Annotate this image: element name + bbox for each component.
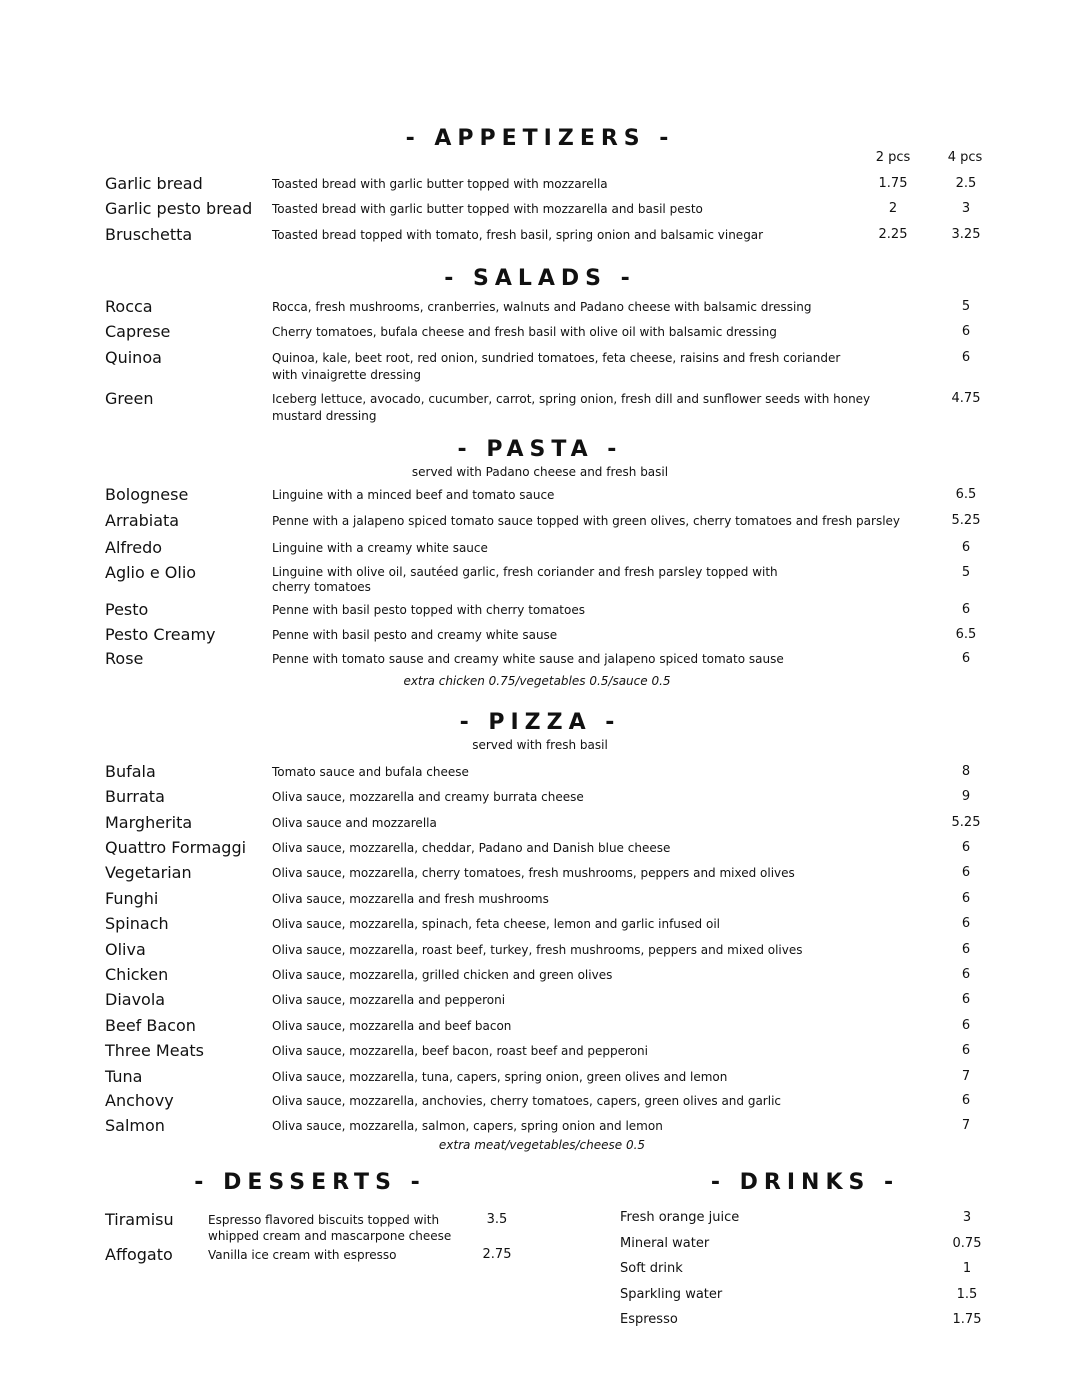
- item-price: 6: [961, 1043, 971, 1058]
- item-name: Bolognese: [105, 485, 189, 504]
- item-name: Alfredo: [105, 538, 163, 557]
- item-price: 1: [962, 1261, 972, 1276]
- item-name: Fresh orange juice: [620, 1210, 740, 1225]
- item-name: Soft drink: [620, 1261, 683, 1276]
- item-price: 6.5: [955, 487, 977, 502]
- item-price: 6: [961, 1018, 971, 1033]
- item-name: Tuna: [105, 1067, 143, 1086]
- item-price: 6: [961, 992, 971, 1007]
- appetizers-heading: - APPETIZERS -: [405, 126, 675, 151]
- item-description: Oliva sauce, mozzarella, spinach, feta cheese, lemon and garlic infused oil: [272, 917, 720, 931]
- item-name: Arrabiata: [105, 511, 180, 530]
- item-description: Penne with a jalapeno spiced tomato sauce topped with green olives, cherry tomatoes and fresh parsley: [272, 514, 901, 528]
- item-description: Toasted bread topped with tomato, fresh basil, spring onion and balsamic vinegar: [272, 228, 764, 242]
- item-price-2pcs: 2.25: [878, 227, 908, 242]
- item-name: Diavola: [105, 990, 166, 1009]
- item-price-2pcs: 2: [888, 201, 898, 216]
- item-name: Sparkling water: [620, 1287, 723, 1302]
- item-description: Oliva sauce, mozzarella and pepperoni: [272, 993, 506, 1007]
- item-description: Oliva sauce, mozzarella, cherry tomatoes, fresh mushrooms, peppers and mixed olives: [272, 866, 795, 880]
- col-2pcs-label: 2 pcs: [875, 150, 911, 165]
- item-price-4pcs: 3: [961, 201, 971, 216]
- item-description: Iceberg lettuce, avocado, cucumber, carrot, spring onion, fresh dill and sunflower seeds with honey mustard dressing: [272, 392, 871, 423]
- item-name: Anchovy: [105, 1091, 174, 1110]
- item-name: Spinach: [105, 914, 169, 933]
- pasta-heading: - PASTA -: [457, 437, 623, 462]
- item-name: Pesto: [105, 600, 149, 619]
- item-name: Affogato: [105, 1245, 173, 1264]
- item-price: 6: [961, 651, 971, 666]
- item-description: Toasted bread with garlic butter topped with mozzarella and basil pesto: [272, 202, 703, 216]
- item-description: Oliva sauce and mozzarella: [272, 816, 437, 830]
- item-price: 3: [962, 1210, 972, 1225]
- item-description: Oliva sauce, mozzarella, grilled chicken and green olives: [272, 968, 613, 982]
- item-description: Oliva sauce, mozzarella and creamy burrata cheese: [272, 790, 584, 804]
- item-price: 6: [961, 324, 971, 339]
- item-name: Rose: [105, 649, 144, 668]
- item-price-4pcs: 2.5: [955, 176, 977, 191]
- item-description: Oliva sauce, mozzarella and beef bacon: [272, 1019, 512, 1033]
- item-name: Oliva: [105, 940, 146, 959]
- item-price: 5.25: [951, 513, 981, 528]
- item-name: Burrata: [105, 787, 165, 806]
- item-price: 6: [961, 1093, 971, 1108]
- salads-heading: - SALADS -: [444, 266, 636, 291]
- item-price: 3.5: [486, 1212, 508, 1227]
- item-name: Three Meats: [105, 1041, 204, 1060]
- item-description: Oliva sauce, mozzarella, anchovies, cherry tomatoes, capers, green olives and garlic: [272, 1094, 782, 1108]
- pizza-heading: - PIZZA -: [459, 710, 621, 735]
- item-price: 6: [961, 350, 971, 365]
- item-description: Oliva sauce, mozzarella, tuna, capers, spring onion, green olives and lemon: [272, 1070, 728, 1084]
- item-price: 7: [961, 1069, 971, 1084]
- desserts-heading: - DESSERTS -: [194, 1170, 426, 1195]
- item-price: 6: [961, 967, 971, 982]
- item-name: Espresso: [620, 1312, 678, 1327]
- item-name: Salmon: [105, 1116, 165, 1135]
- item-price: 5.25: [951, 815, 981, 830]
- item-price: 5: [961, 299, 971, 314]
- item-description: Toasted bread with garlic butter topped with mozzarella: [272, 177, 608, 191]
- item-description: Linguine with a creamy white sauce: [272, 541, 488, 555]
- drinks-heading: - DRINKS -: [710, 1170, 900, 1195]
- item-description: Oliva sauce, mozzarella and fresh mushrooms: [272, 892, 549, 906]
- item-price: 6.5: [955, 627, 977, 642]
- item-description: Oliva sauce, mozzarella, cheddar, Padano and Danish blue cheese: [272, 841, 671, 855]
- item-name: Quinoa: [105, 348, 162, 367]
- item-description: Vanilla ice cream with espresso: [208, 1248, 397, 1262]
- item-description: Oliva sauce, mozzarella, beef bacon, roast beef and pepperoni: [272, 1044, 648, 1058]
- pasta-subtitle: served with Padano cheese and fresh basil: [411, 465, 669, 479]
- pizza-extras-note: extra meat/vegetables/cheese 0.5: [438, 1138, 646, 1152]
- item-name: Aglio e Olio: [105, 563, 197, 582]
- item-description: Linguine with olive oil, sautéed garlic, fresh coriander and fresh parsley topped with cherry tomatoes: [272, 565, 778, 594]
- item-name: Tiramisu: [105, 1210, 174, 1229]
- item-price: 8: [961, 764, 971, 779]
- item-name: Garlic pesto bread: [105, 199, 253, 218]
- item-name: Garlic bread: [105, 174, 203, 193]
- item-description: Cherry tomatoes, bufala cheese and fresh basil with olive oil with balsamic dressing: [272, 325, 777, 339]
- item-price: 0.75: [952, 1236, 982, 1251]
- item-price: 7: [961, 1118, 971, 1133]
- item-description: Penne with basil pesto topped with cherry tomatoes: [272, 603, 585, 617]
- item-description: Linguine with a minced beef and tomato sauce: [272, 488, 555, 502]
- item-price: 1.75: [952, 1312, 982, 1327]
- item-description: Quinoa, kale, beet root, red onion, sundried tomatoes, feta cheese, raisins and fresh coriander with vinaigrette dressing: [272, 351, 841, 382]
- item-description: Espresso flavored biscuits topped with whipped cream and mascarpone cheese: [208, 1213, 452, 1243]
- item-description: Oliva sauce, mozzarella, salmon, capers, spring onion and lemon: [272, 1119, 663, 1133]
- item-price: 6: [961, 942, 971, 957]
- item-name: Chicken: [105, 965, 169, 984]
- item-price: 6: [961, 891, 971, 906]
- pasta-extras-note: extra chicken 0.75/vegetables 0.5/sauce 0.5: [403, 674, 671, 688]
- item-price: 1.5: [956, 1287, 978, 1302]
- item-name: Beef Bacon: [105, 1016, 196, 1035]
- item-price: 6: [961, 840, 971, 855]
- item-price: 6: [961, 602, 971, 617]
- item-name: Quattro Formaggi: [105, 838, 247, 857]
- item-price: 4.75: [951, 391, 981, 406]
- item-price: 9: [961, 789, 971, 804]
- item-price-4pcs: 3.25: [951, 227, 981, 242]
- item-name: Vegetarian: [105, 863, 192, 882]
- item-description: Penne with basil pesto and creamy white sause: [272, 628, 558, 642]
- item-price-2pcs: 1.75: [878, 176, 908, 191]
- item-description: Rocca, fresh mushrooms, cranberries, walnuts and Padano cheese with balsamic dressing: [272, 300, 812, 314]
- item-description: Penne with tomato sause and creamy white sause and jalapeno spiced tomato sause: [272, 652, 784, 666]
- item-description: Oliva sauce, mozzarella, roast beef, turkey, fresh mushrooms, peppers and mixed olives: [272, 943, 803, 957]
- item-name: Margherita: [105, 813, 193, 832]
- item-price: 2.75: [482, 1247, 512, 1262]
- item-name: Bruschetta: [105, 225, 193, 244]
- item-name: Caprese: [105, 322, 171, 341]
- item-name: Mineral water: [620, 1236, 710, 1251]
- item-name: Rocca: [105, 297, 153, 316]
- item-price: 6: [961, 916, 971, 931]
- item-price: 6: [961, 540, 971, 555]
- item-name: Pesto Creamy: [105, 625, 216, 644]
- item-name: Bufala: [105, 762, 156, 781]
- col-4pcs-label: 4 pcs: [947, 150, 983, 165]
- pizza-subtitle: served with fresh basil: [472, 738, 608, 752]
- item-price: 6: [961, 865, 971, 880]
- item-price: 5: [961, 565, 971, 580]
- item-description: Tomato sauce and bufala cheese: [272, 765, 469, 779]
- item-name: Green: [105, 389, 154, 408]
- item-name: Funghi: [105, 889, 159, 908]
